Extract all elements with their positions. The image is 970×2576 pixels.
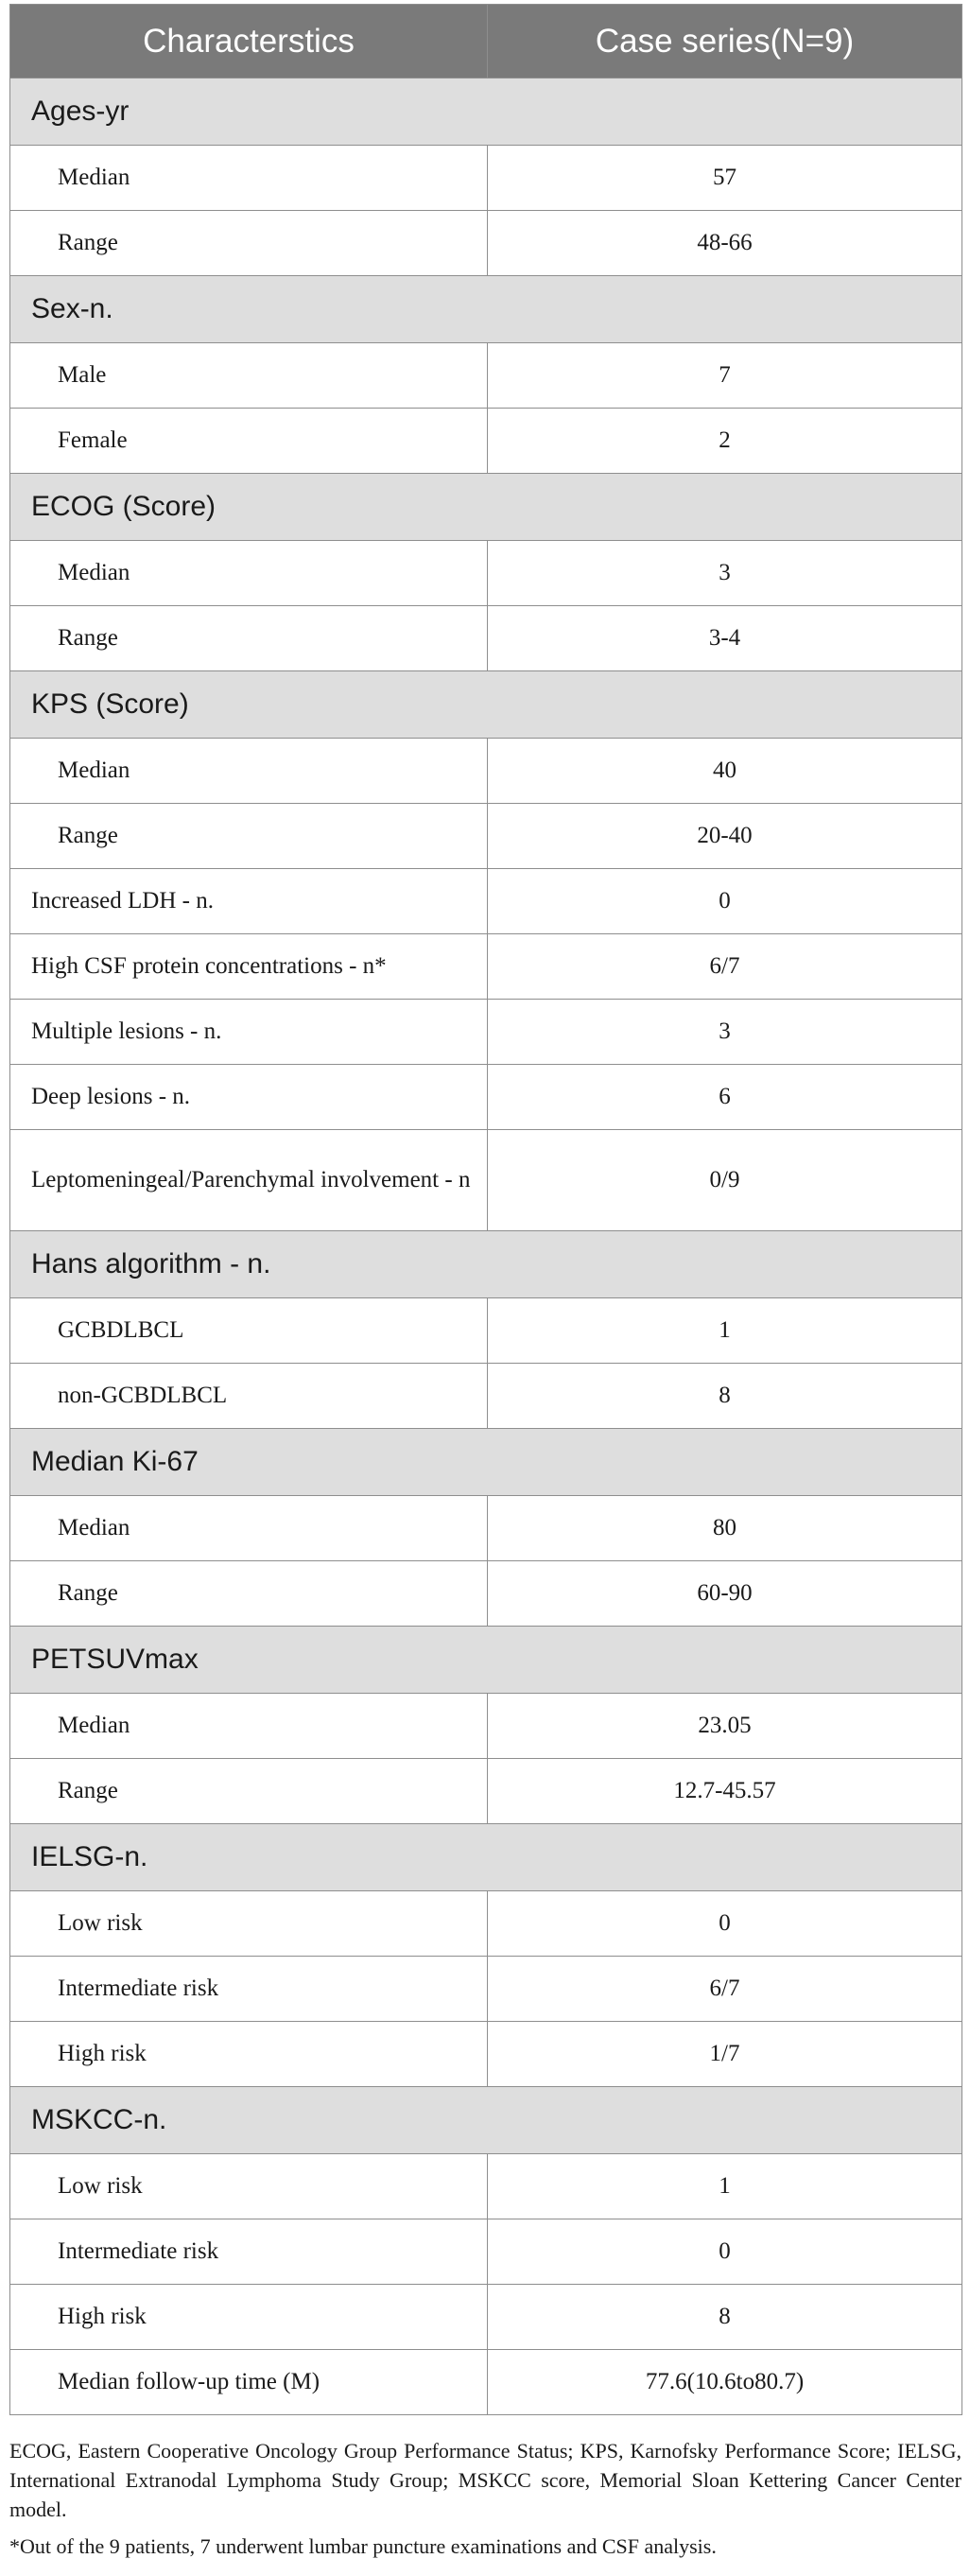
section-header-row	[10, 671, 962, 739]
row-value: 6/7	[488, 934, 962, 1000]
section-header-row	[10, 78, 962, 146]
section-label: Hans algorithm - n.	[10, 1231, 962, 1298]
table-header	[10, 5, 962, 78]
row-label: Range	[10, 211, 488, 276]
table-row	[10, 2219, 962, 2285]
row-label: Range	[10, 1759, 488, 1824]
row-value: 0/9	[488, 1130, 962, 1231]
row-value: 80	[488, 1496, 962, 1561]
section-label: PETSUVmax	[10, 1627, 962, 1694]
section-header-row	[10, 474, 962, 541]
row-value: 1	[488, 1298, 962, 1364]
section-label: Sex-n.	[10, 276, 962, 343]
row-label: Median follow-up time (M)	[10, 2350, 488, 2415]
table-row	[10, 211, 962, 276]
row-label: Male	[10, 343, 488, 409]
section-header-row	[10, 1231, 962, 1298]
row-value: 8	[488, 1364, 962, 1429]
table-row	[10, 1130, 962, 1231]
table-row	[10, 2022, 962, 2087]
table-row	[10, 1891, 962, 1957]
table-row	[10, 1694, 962, 1759]
row-label: GCBDLBCL	[10, 1298, 488, 1364]
section-label: IELSG-n.	[10, 1824, 962, 1891]
section-header-row	[10, 1627, 962, 1694]
table-row	[10, 1759, 962, 1824]
row-label: Leptomeningeal/Parenchymal involvement - n	[10, 1130, 488, 1231]
table-body	[10, 78, 962, 2415]
table-row	[10, 146, 962, 211]
section-label: Median Ki-67	[10, 1429, 962, 1496]
section-label: Ages-yr	[10, 78, 962, 146]
row-value: 0	[488, 1891, 962, 1957]
row-value: 7	[488, 343, 962, 409]
table-row	[10, 739, 962, 804]
row-label: non-GCBDLBCL	[10, 1364, 488, 1429]
table-row	[10, 606, 962, 671]
table-row	[10, 343, 962, 409]
row-label: High risk	[10, 2022, 488, 2087]
section-header-row	[10, 1824, 962, 1891]
row-value: 6/7	[488, 1957, 962, 2022]
row-label: Female	[10, 409, 488, 474]
header-case-series: Case series(N=9)	[488, 5, 962, 78]
row-label: Low risk	[10, 2154, 488, 2219]
row-value: 48-66	[488, 211, 962, 276]
row-value: 3-4	[488, 606, 962, 671]
row-value: 6	[488, 1065, 962, 1130]
table-row	[10, 2285, 962, 2350]
row-value: 3	[488, 541, 962, 606]
section-label: MSKCC-n.	[10, 2087, 962, 2154]
section-header-row	[10, 1429, 962, 1496]
row-value: 1	[488, 2154, 962, 2219]
table-footnotes	[9, 2436, 961, 2561]
table-row	[10, 409, 962, 474]
row-label: Range	[10, 606, 488, 671]
row-value: 20-40	[488, 804, 962, 869]
row-value: 2	[488, 409, 962, 474]
table-row	[10, 1364, 962, 1429]
section-label: KPS (Score)	[10, 671, 962, 739]
header-characteristics: Characterstics	[10, 5, 488, 78]
row-value: 77.6(10.6to80.7)	[488, 2350, 962, 2415]
row-label: Median	[10, 739, 488, 804]
row-value: 3	[488, 1000, 962, 1065]
row-label: High CSF protein concentrations - n*	[10, 934, 488, 1000]
row-value: 12.7-45.57	[488, 1759, 962, 1824]
row-label: Multiple lesions - n.	[10, 1000, 488, 1065]
section-header-row	[10, 2087, 962, 2154]
section-header-row	[10, 276, 962, 343]
table-row	[10, 2154, 962, 2219]
footnote-abbreviations: ECOG, Eastern Cooperative Oncology Group Performance Status; KPS, Karnofsky Performance Score; IELSG, International Extranodal Lymphoma Study Group; MSKCC score, Memorial Sloan Kettering Cancer Center model.	[9, 2439, 961, 2521]
table-row	[10, 2350, 962, 2415]
characteristics-table	[9, 4, 962, 2415]
row-value: 40	[488, 739, 962, 804]
row-label: Low risk	[10, 1891, 488, 1957]
row-label: High risk	[10, 2285, 488, 2350]
row-label: Intermediate risk	[10, 1957, 488, 2022]
row-value: 23.05	[488, 1694, 962, 1759]
row-value: 8	[488, 2285, 962, 2350]
table-row	[10, 1561, 962, 1627]
row-label: Intermediate risk	[10, 2219, 488, 2285]
row-label: Median	[10, 146, 488, 211]
table-row	[10, 1000, 962, 1065]
header-row	[10, 5, 962, 78]
row-value: 0	[488, 2219, 962, 2285]
row-label: Median	[10, 1694, 488, 1759]
table-row	[10, 934, 962, 1000]
characteristics-table-container	[9, 4, 961, 2561]
table-row	[10, 869, 962, 934]
table-row	[10, 1065, 962, 1130]
row-label: Increased LDH - n.	[10, 869, 488, 934]
row-label: Range	[10, 804, 488, 869]
footnote-asterisk: *Out of the 9 patients, 7 underwent lumbar puncture examinations and CSF analysis.	[9, 2534, 717, 2558]
section-label: ECOG (Score)	[10, 474, 962, 541]
row-label: Median	[10, 1496, 488, 1561]
row-value: 60-90	[488, 1561, 962, 1627]
table-row	[10, 1957, 962, 2022]
row-label: Range	[10, 1561, 488, 1627]
table-row	[10, 541, 962, 606]
table-row	[10, 1298, 962, 1364]
row-value: 1/7	[488, 2022, 962, 2087]
row-value: 0	[488, 869, 962, 934]
row-value: 57	[488, 146, 962, 211]
row-label: Deep lesions - n.	[10, 1065, 488, 1130]
table-row	[10, 1496, 962, 1561]
table-row	[10, 804, 962, 869]
row-label: Median	[10, 541, 488, 606]
